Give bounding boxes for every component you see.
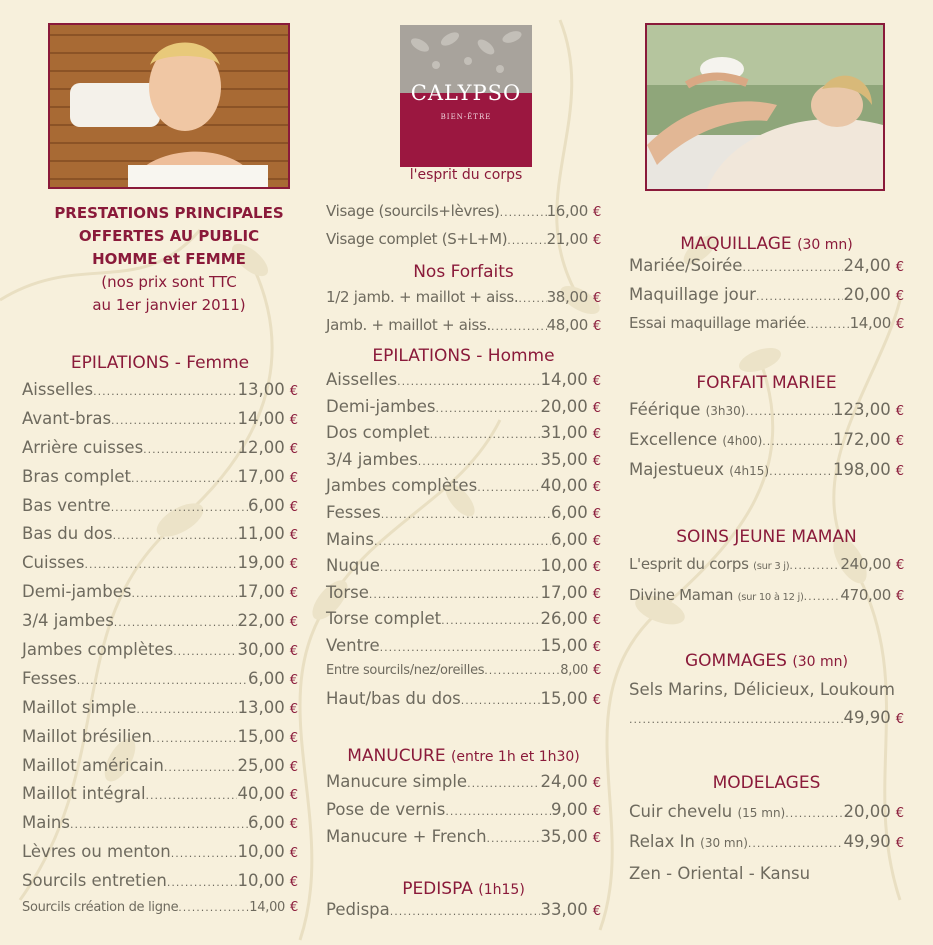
service-name: Divine Maman	[629, 586, 734, 604]
service-price: 6,00	[247, 813, 285, 833]
service-name: Visage (sourcils+lèvres)	[326, 202, 500, 220]
pedispa-subtitle: (1h15)	[478, 882, 525, 898]
euro-sign: €	[593, 662, 601, 678]
euro-sign: €	[289, 788, 298, 804]
euro-sign: €	[896, 558, 904, 573]
price-row	[326, 827, 601, 855]
euro-sign: €	[592, 831, 601, 846]
euro-sign: €	[289, 615, 298, 631]
price-row	[326, 423, 601, 450]
intro-line-3: HOMME et FEMME	[92, 250, 246, 268]
service-price: 26,00	[540, 609, 588, 629]
service-duration: (15 mn)	[737, 806, 786, 820]
euro-sign: €	[592, 639, 601, 655]
forfait-mariee-title: FORFAIT MARIEE	[696, 373, 837, 393]
service-price: 9,00	[550, 799, 588, 819]
euro-sign: €	[289, 846, 298, 862]
price-row	[629, 400, 904, 430]
euro-sign: €	[896, 317, 904, 332]
service-name: Avant-bras	[22, 408, 112, 428]
maquillage-subtitle: (30 mn)	[797, 237, 853, 253]
price-row	[22, 524, 298, 553]
service-name: Ventre	[326, 635, 380, 655]
price-row	[326, 230, 601, 258]
price-row	[326, 689, 601, 716]
euro-sign: €	[289, 441, 298, 457]
price-row	[22, 553, 298, 582]
modelages-title: MODELAGES	[712, 773, 821, 793]
service-name: Cuir chevelu	[629, 802, 733, 821]
price-row	[326, 663, 601, 690]
gommages-price-row	[629, 708, 904, 736]
visage-list	[326, 202, 601, 258]
euro-sign: €	[593, 205, 601, 220]
euro-sign: €	[592, 776, 601, 791]
forfaits-list	[326, 288, 601, 344]
price-row	[326, 397, 601, 424]
price-row	[326, 316, 601, 344]
service-name: Torse	[326, 582, 369, 602]
euro-sign: €	[592, 560, 601, 576]
price-row	[22, 496, 298, 525]
pedispa-title	[326, 878, 601, 901]
manucure-list	[326, 772, 601, 855]
service-duration: (4h15)	[729, 464, 770, 478]
service-price: 20,00	[843, 802, 891, 821]
price-row	[22, 842, 298, 871]
service-name: Nuque	[326, 556, 380, 576]
service-price: 13,00	[237, 380, 285, 399]
service-price: 10,00	[237, 842, 285, 862]
euro-sign: €	[592, 693, 601, 709]
euro-sign: €	[895, 289, 904, 304]
spa-relaxation-photo	[48, 23, 290, 189]
service-price: 48,00	[546, 316, 589, 334]
euro-sign: €	[593, 233, 601, 248]
price-row	[326, 636, 601, 663]
price-row	[629, 460, 904, 490]
brand-tagline: BIEN-ÊTRE	[440, 113, 492, 121]
euro-sign: €	[592, 480, 601, 496]
service-name: Fesses	[326, 502, 381, 522]
euro-sign: €	[289, 875, 298, 891]
service-price: 6,00	[247, 495, 285, 515]
service-price: 35,00	[540, 827, 588, 846]
intro-line-2: OFFERTES AU PUBLIC	[78, 227, 260, 245]
price-row	[326, 772, 601, 800]
price-row	[22, 409, 298, 438]
euro-sign: €	[592, 374, 601, 389]
service-name: Haut/bas du dos	[326, 689, 461, 709]
service-price: 14,00	[849, 314, 892, 332]
euro-sign: €	[289, 412, 298, 428]
service-price: 19,00	[237, 553, 285, 573]
epilations-homme-list	[326, 370, 601, 716]
price-row	[326, 583, 601, 610]
euro-sign: €	[289, 470, 298, 486]
manucure-title	[326, 745, 601, 768]
price-row	[22, 784, 298, 813]
epilations-homme-title: EPILATIONS - Homme	[372, 346, 555, 366]
service-name: Dos complet	[326, 423, 430, 443]
price-row	[629, 314, 904, 343]
service-price: 198,00	[832, 460, 891, 479]
service-name: Bas du dos	[22, 524, 113, 544]
service-price: 17,00	[237, 466, 285, 486]
service-price: 16,00	[546, 202, 589, 220]
euro-sign: €	[592, 586, 601, 602]
euro-sign: €	[289, 528, 298, 544]
euro-sign: €	[290, 900, 298, 916]
service-name: 1/2 jamb. + maillot + aiss.	[326, 288, 519, 306]
service-price: 38,00	[546, 288, 589, 306]
service-name: Jamb. + maillot + aiss.	[326, 316, 491, 334]
price-row	[326, 800, 601, 828]
euro-sign: €	[895, 806, 904, 821]
euro-sign: €	[592, 453, 601, 469]
spa-massage-photo	[645, 23, 885, 191]
price-row	[629, 708, 904, 736]
price-row	[326, 288, 601, 316]
service-price: 20,00	[540, 396, 588, 416]
service-name: Maillot brésilien	[22, 726, 152, 746]
service-name: Mains	[326, 529, 374, 549]
pedispa-title-text: PEDISPA	[402, 879, 473, 899]
service-name: Jambes complètes	[22, 640, 174, 660]
service-name: Maillot simple	[22, 697, 137, 717]
service-price: 10,00	[540, 556, 588, 576]
service-name: Manucure + French	[326, 827, 487, 846]
price-row	[326, 370, 601, 397]
price-row	[629, 802, 904, 832]
brand-slogan: l'esprit du corps	[409, 167, 523, 183]
service-name: Pose de vernis	[326, 799, 446, 819]
gommages-title-text: GOMMAGES	[684, 651, 787, 671]
service-price: 6,00	[550, 529, 588, 549]
modelages-extra: Zen - Oriental - Kansu	[629, 864, 811, 883]
manucure-title-text: MANUCURE	[347, 746, 446, 766]
service-name: Maillot américain	[22, 755, 164, 775]
euro-sign: €	[289, 672, 298, 688]
euro-sign: €	[289, 759, 298, 775]
maquillage-title-text: MAQUILLAGE	[680, 234, 792, 254]
epilations-femme-title: EPILATIONS - Femme	[70, 353, 250, 373]
price-row	[22, 900, 298, 929]
price-row	[629, 430, 904, 460]
service-name: Essai maquillage mariée	[629, 314, 806, 332]
euro-sign: €	[593, 291, 601, 306]
price-row	[629, 285, 904, 314]
price-row	[22, 380, 298, 409]
service-price: 40,00	[540, 476, 588, 496]
service-duration: (30 mn)	[700, 836, 748, 850]
service-price: 15,00	[540, 635, 588, 655]
service-name: Torse complet	[326, 609, 442, 629]
intro-line-4: (nos prix sont TTC	[101, 273, 237, 291]
service-name: Cuisses	[22, 553, 85, 573]
service-price: 470,00	[840, 586, 892, 604]
service-price: 33,00	[540, 900, 588, 919]
gommages-title	[629, 650, 904, 673]
euro-sign: €	[289, 557, 298, 573]
euro-sign: €	[895, 712, 904, 727]
price-row	[326, 900, 601, 927]
brand-name: CALYPSO	[410, 81, 522, 105]
intro-line-5: au 1er janvier 2011)	[92, 296, 246, 314]
service-name: Lèvres ou menton	[22, 842, 171, 862]
service-name: Excellence	[629, 430, 718, 449]
service-name: Relax In	[629, 832, 695, 851]
service-name: 3/4 jambes	[22, 611, 114, 631]
service-price: 22,00	[237, 611, 285, 631]
service-duration: (4h00)	[722, 434, 763, 448]
jeune-maman-list	[629, 555, 904, 617]
euro-sign: €	[592, 400, 601, 416]
service-price: 35,00	[540, 449, 588, 469]
service-price: 12,00	[237, 437, 285, 457]
service-name: Maquillage jour	[629, 285, 756, 304]
service-price: 31,00	[540, 423, 588, 443]
price-row	[326, 476, 601, 503]
forfaits-title: Nos Forfaits	[413, 262, 514, 282]
service-name: Jambes complètes	[326, 476, 478, 496]
service-price: 20,00	[843, 285, 891, 304]
price-row	[326, 202, 601, 230]
euro-sign: €	[895, 836, 904, 851]
service-name: Mains	[22, 813, 70, 833]
euro-sign: €	[895, 260, 904, 275]
service-price: 24,00	[843, 256, 891, 275]
price-row	[629, 256, 904, 285]
service-name: Bas ventre	[22, 495, 111, 515]
service-name: Demi-jambes	[22, 582, 132, 602]
service-name: Arrière cuisses	[22, 437, 144, 457]
euro-sign: €	[895, 434, 904, 449]
price-row	[629, 555, 904, 586]
service-name: Aisselles	[22, 380, 94, 399]
price-row	[22, 582, 298, 611]
price-row	[22, 611, 298, 640]
service-price: 6,00	[550, 502, 588, 522]
service-price: 14,00	[540, 370, 588, 389]
epilations-femme-list	[22, 380, 298, 929]
maquillage-title	[629, 233, 904, 256]
price-row	[22, 813, 298, 842]
calypso-logo	[400, 25, 532, 189]
intro-block	[24, 202, 314, 317]
service-duration: (sur 10 à 12 j)	[737, 592, 804, 603]
price-row	[22, 669, 298, 698]
service-name: Majestueux	[629, 460, 724, 479]
service-price: 15,00	[540, 689, 588, 709]
service-name: Visage complet (S+L+M)	[326, 230, 508, 248]
service-name: Féérique	[629, 400, 701, 419]
price-row	[22, 727, 298, 756]
euro-sign: €	[289, 499, 298, 515]
euro-sign: €	[592, 803, 601, 819]
service-price: 17,00	[540, 582, 588, 602]
service-price: 6,00	[247, 668, 285, 688]
price-row	[326, 609, 601, 636]
service-name: Sourcils entretien	[22, 871, 167, 891]
service-name: Sourcils création de ligne	[22, 900, 179, 916]
service-price: 123,00	[832, 400, 891, 419]
service-price: 14,00	[249, 900, 286, 916]
price-row	[629, 586, 904, 617]
forfait-mariee-list	[629, 400, 904, 490]
price-row	[22, 698, 298, 727]
service-name: Pedispa	[326, 900, 390, 919]
gommages-description: Sels Marins, Délicieux, Loukoum	[629, 680, 895, 699]
price-row	[22, 756, 298, 785]
service-price: 11,00	[237, 524, 285, 544]
service-price: 40,00	[237, 784, 285, 804]
service-price: 17,00	[237, 582, 285, 602]
intro-line-1: PRESTATIONS PRINCIPALES	[54, 204, 284, 222]
euro-sign: €	[289, 730, 298, 746]
service-name: Aisselles	[326, 370, 398, 389]
service-price: 24,00	[540, 772, 588, 791]
maquillage-list	[629, 256, 904, 343]
euro-sign: €	[592, 427, 601, 443]
euro-sign: €	[289, 701, 298, 717]
service-price: 15,00	[237, 726, 285, 746]
service-price: 49,90	[843, 832, 891, 851]
service-duration: (sur 3 j)	[753, 561, 790, 572]
service-price: 21,00	[546, 230, 589, 248]
service-price: 240,00	[840, 555, 892, 573]
price-row	[22, 438, 298, 467]
service-price: 172,00	[832, 430, 891, 449]
jeune-maman-title: SOINS JEUNE MAMAN	[676, 527, 857, 547]
price-row	[22, 640, 298, 669]
service-name: Entre sourcils/nez/oreilles	[326, 662, 485, 678]
service-price: 30,00	[237, 640, 285, 660]
modelages-list	[629, 802, 904, 862]
price-row	[326, 503, 601, 530]
service-price: 8,00	[560, 662, 589, 678]
service-price: 25,00	[237, 755, 285, 775]
euro-sign: €	[289, 644, 298, 660]
euro-sign: €	[593, 319, 601, 334]
euro-sign: €	[289, 817, 298, 833]
price-row	[326, 450, 601, 477]
euro-sign: €	[592, 506, 601, 522]
service-name: Mariée/Soirée	[629, 256, 743, 275]
service-name: Manucure simple	[326, 772, 468, 791]
service-name: L'esprit du corps	[629, 555, 749, 573]
pedispa-list	[326, 900, 601, 927]
service-name: Fesses	[22, 668, 77, 688]
service-price: 13,00	[237, 697, 285, 717]
euro-sign: €	[592, 613, 601, 629]
gommages-subtitle: (30 mn)	[792, 654, 849, 670]
service-price: 14,00	[237, 408, 285, 428]
service-name: Demi-jambes	[326, 396, 436, 416]
euro-sign: €	[895, 464, 904, 479]
price-row	[326, 530, 601, 557]
price-row	[629, 832, 904, 862]
service-price: 49,90	[843, 708, 891, 727]
euro-sign: €	[592, 533, 601, 549]
euro-sign: €	[289, 384, 298, 399]
euro-sign: €	[592, 904, 601, 919]
service-name: 3/4 jambes	[326, 449, 418, 469]
service-name: Maillot intégral	[22, 784, 146, 804]
euro-sign: €	[289, 586, 298, 602]
price-row	[22, 467, 298, 496]
service-price: 10,00	[237, 871, 285, 891]
service-duration: (3h30)	[705, 404, 746, 418]
price-row	[326, 556, 601, 583]
service-name: Bras complet	[22, 466, 131, 486]
price-row	[22, 871, 298, 900]
euro-sign: €	[895, 404, 904, 419]
euro-sign: €	[896, 589, 904, 604]
manucure-subtitle: (entre 1h et 1h30)	[450, 749, 580, 765]
